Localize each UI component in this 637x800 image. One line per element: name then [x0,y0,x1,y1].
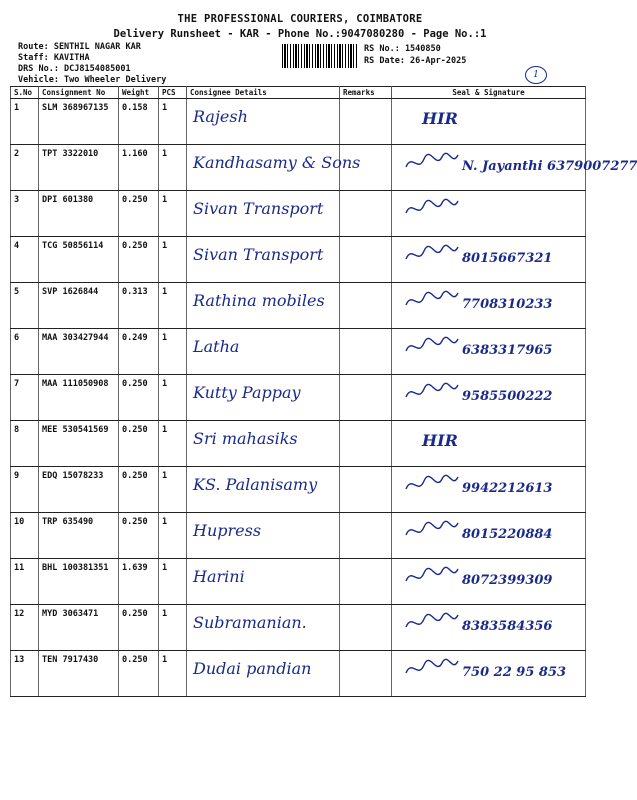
row-number: 8 [11,421,39,467]
route-label: Route: SENTHIL NAGAR KAR [18,42,141,52]
barcode [282,44,357,68]
consignment-number: TPT 3322010 [39,145,119,191]
signature-text: 8072399309 [462,573,553,588]
pcs-value: 1 [159,513,187,559]
signature-cell [392,605,586,651]
signature-cell [392,421,586,467]
weight-value: 0.250 [119,237,159,283]
weight-value: 0.249 [119,329,159,375]
remarks-cell [340,513,392,559]
row-number: 11 [11,559,39,605]
consignment-number: DPI 601380 [39,191,119,237]
signature-text: HIR [422,431,458,450]
consignment-number: MAA 111050908 [39,375,119,421]
row-number: 6 [11,329,39,375]
weight-value: 0.158 [119,99,159,145]
weight-value: 0.250 [119,513,159,559]
pcs-value: 1 [159,283,187,329]
table-row [11,559,586,605]
consignee-name: Rathina mobiles [187,283,340,329]
row-number: 7 [11,375,39,421]
consignee-name: Dudai pandian [187,651,340,697]
col-remarks: Remarks [340,87,392,99]
signature-cell [392,145,637,191]
remarks-cell [340,421,392,467]
table-row [11,329,586,375]
pcs-value: 1 [159,375,187,421]
pcs-value: 1 [159,467,187,513]
signature-cell [392,375,586,421]
consignee-name: Rajesh [187,99,340,145]
col-consignment: Consignment No [39,87,119,99]
pcs-value: 1 [159,421,187,467]
signature-text: N. Jayanthi 6379007277 [462,159,637,174]
col-pcs: PCS [159,87,187,99]
weight-value: 1.160 [119,145,159,191]
table-row [11,283,586,329]
table-row [11,99,586,145]
signature-text: 8015220884 [462,527,553,542]
weight-value: 0.250 [119,191,159,237]
signature-text: 8383584356 [462,619,553,634]
signature-text: 7708310233 [462,297,553,312]
col-consignee: Consignee Details [187,87,340,99]
weight-value: 0.250 [119,375,159,421]
remarks-cell [340,99,392,145]
weight-value: 0.250 [119,421,159,467]
consignment-number: MEE 530541569 [39,421,119,467]
row-number: 3 [11,191,39,237]
signature-text: 8015667321 [462,251,553,266]
consignment-number: BHL 100381351 [39,559,119,605]
remarks-cell [340,605,392,651]
signature-text: HIR [422,109,458,128]
consignee-name: Latha [187,329,340,375]
row-number: 12 [11,605,39,651]
weight-value: 0.250 [119,651,159,697]
signature-cell [392,513,586,559]
pcs-value: 1 [159,651,187,697]
table-row [11,467,586,513]
consignment-number: MYD 3063471 [39,605,119,651]
row-number: 1 [11,99,39,145]
table-row [11,421,586,467]
consignee-name: Hupress [187,513,340,559]
row-number: 10 [11,513,39,559]
vehicle-label: Vehicle: Two Wheeler Delivery [18,75,167,85]
consignment-number: SLM 368967135 [39,99,119,145]
pcs-value: 1 [159,191,187,237]
signature-cell [392,467,586,513]
table-row [11,375,586,421]
table-row [11,145,586,191]
consignment-number: MAA 303427944 [39,329,119,375]
signature-text: 9942212613 [462,481,553,496]
consignee-name: Harini [187,559,340,605]
runsheet-table [10,86,637,697]
weight-value: 0.313 [119,283,159,329]
col-weight: Weight [119,87,159,99]
col-seal: Seal & Signature [392,87,586,99]
remarks-cell [340,375,392,421]
pcs-value: 1 [159,145,187,191]
row-number: 9 [11,467,39,513]
row-number: 13 [11,651,39,697]
row-number: 5 [11,283,39,329]
signature-text: 6383317965 [462,343,553,358]
consignee-name: Kandhasamy & Sons [187,145,340,191]
signature-cell [392,283,586,329]
remarks-cell [340,651,392,697]
consignee-name: Sivan Transport [187,237,340,283]
row-number: 4 [11,237,39,283]
remarks-cell [340,467,392,513]
signature-cell [392,651,586,697]
col-sno: S.No [11,87,39,99]
weight-value: 0.250 [119,605,159,651]
row-number: 2 [11,145,39,191]
pcs-value: 1 [159,329,187,375]
pcs-value: 1 [159,237,187,283]
weight-value: 0.250 [119,467,159,513]
consignee-name: Sivan Transport [187,191,340,237]
rs-date: RS Date: 26-Apr-2025 [364,56,467,66]
table-row [11,191,586,237]
company-title: THE PROFESSIONAL COURIERS, COIMBATORE [177,13,423,25]
remarks-cell [340,329,392,375]
table-header [11,87,586,99]
remarks-cell [340,559,392,605]
signature-cell [392,237,586,283]
table-row [11,605,586,651]
drs-label: DRS No.: DCJ8154085001 [18,64,131,74]
page-mark: 1 [525,66,547,84]
signature-cell [392,559,586,605]
table-row [11,513,586,559]
consignee-name: Subramanian. [187,605,340,651]
consignment-number: SVP 1626844 [39,283,119,329]
consignee-name: Sri mahasiks [187,421,340,467]
signature-cell [392,329,586,375]
signature-text: 9585500222 [462,389,553,404]
signature-cell [392,191,586,237]
remarks-cell [340,283,392,329]
table-row [11,651,586,697]
rs-number: RS No.: 1540850 [364,44,441,54]
signature-text: 750 22 95 853 [462,665,567,680]
consignee-name: Kutty Pappay [187,375,340,421]
remarks-cell [340,191,392,237]
staff-label: Staff: KAVITHA [18,53,90,63]
weight-value: 1.639 [119,559,159,605]
consignment-number: TCG 50856114 [39,237,119,283]
pcs-value: 1 [159,99,187,145]
consignment-number: TEN 7917430 [39,651,119,697]
consignment-number: TRP 635490 [39,513,119,559]
consignee-name: KS. Palanisamy [187,467,340,513]
signature-cell [392,99,586,145]
pcs-value: 1 [159,605,187,651]
consignment-number: EDQ 15078233 [39,467,119,513]
pcs-value: 1 [159,559,187,605]
runsheet-subtitle: Delivery Runsheet - KAR - Phone No.:9047080280 - Page No.:1 [113,28,487,40]
remarks-cell [340,237,392,283]
table-row [11,237,586,283]
